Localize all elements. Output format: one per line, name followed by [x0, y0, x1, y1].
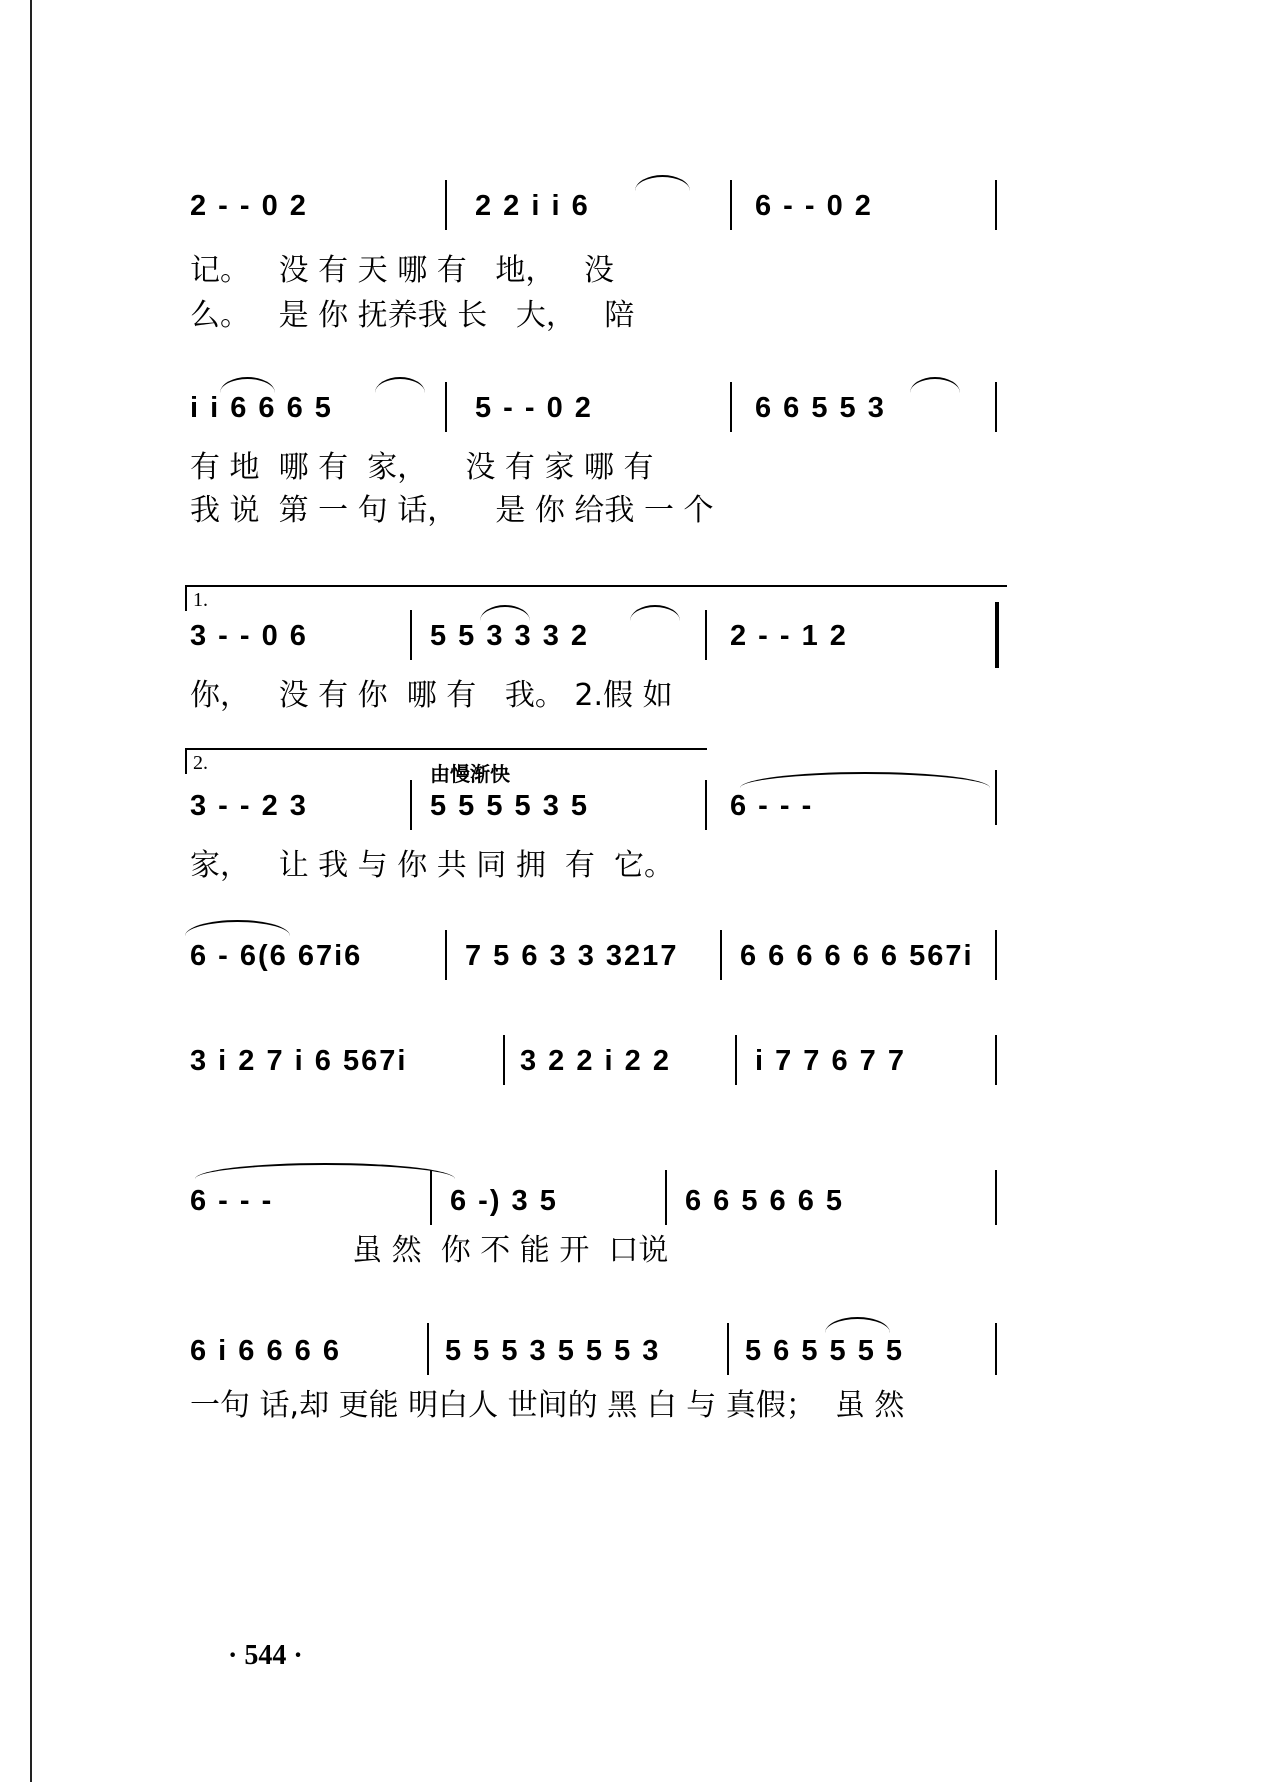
measure-3: 5 6 5 5 5 5: [745, 1335, 905, 1367]
slur: [220, 377, 275, 393]
notes-row: [190, 620, 1135, 660]
measure-3: 6 6 5 6 6 5: [685, 1185, 845, 1217]
volta-label: 2.: [193, 752, 208, 774]
measure-3: 6 6 6 6 6 6 567i: [740, 940, 974, 972]
barline: [705, 610, 707, 660]
lyric-line: 么。 是 你 抚养我 长 大， 陪: [190, 298, 635, 333]
lyrics-verse-1: [190, 840, 1135, 883]
measure-1: 3 - - 0 6: [190, 620, 308, 652]
slur: [185, 920, 290, 936]
barline: [503, 1035, 505, 1085]
barline: [995, 770, 997, 825]
score-system-6: [190, 1045, 1135, 1095]
measure-1: 3 - - 2 3: [190, 790, 308, 822]
barline: [445, 382, 447, 432]
measure-3: 6 - - -: [730, 790, 814, 822]
lyrics-verse-2: [190, 290, 1135, 333]
slur: [910, 377, 960, 393]
notes-row: [190, 790, 1135, 830]
barline: [735, 1035, 737, 1085]
barline: [445, 930, 447, 980]
slur: [195, 1163, 455, 1179]
barline: [705, 780, 707, 830]
barline: [410, 610, 412, 660]
barline: [427, 1323, 429, 1375]
notes-row: [190, 392, 1135, 432]
lyric-line: 我 说 第 一 句 话， 是 你 给我 一 个: [190, 493, 714, 528]
measure-1: 6 - - -: [190, 1185, 274, 1217]
measure-3: 2 - - 1 2: [730, 620, 848, 652]
lyric-line: 一句 话,却 更能 明白人 世间的 黑 白 与 真假； 虽 然: [190, 1388, 905, 1423]
measure-3: 6 - - 0 2: [755, 190, 873, 222]
measure-1: 6 i 6 6 6 6: [190, 1335, 341, 1367]
measure-1: i i 6 6 6 5: [190, 392, 333, 424]
barline: [995, 382, 997, 432]
score-system-1: [190, 190, 1135, 333]
score-system-7: [190, 1185, 1135, 1285]
barline: [720, 930, 722, 980]
measure-2: 5 5 5 3 5 5 5 3: [445, 1335, 661, 1367]
lyric-line: 家， 让 我 与 你 共 同 拥 有 它。: [190, 848, 674, 883]
measure-2: 6 -) 3 5: [450, 1185, 558, 1217]
notes-row: [190, 190, 1135, 230]
slur: [740, 772, 990, 788]
score-system-5: [190, 940, 1135, 990]
barline: [445, 180, 447, 230]
measure-2: 5 5 3 3 3 2: [430, 620, 590, 652]
barline: [730, 180, 732, 230]
score-system-2: [190, 392, 1135, 532]
measure-1: 2 - - 0 2: [190, 190, 308, 222]
lyric-line: 记。 没 有 天 哪 有 地， 没: [190, 253, 614, 288]
page-margin-rule: [30, 0, 32, 1782]
lyrics-verse-1: [190, 670, 1135, 713]
volta-first-ending: [185, 585, 1007, 611]
lyrics-verse-1: [190, 245, 1135, 288]
lyrics-verse-1: [190, 1380, 1135, 1423]
slur: [825, 1317, 890, 1333]
lyric-line: 你， 没 有 你 哪 有 我。 2.假 如: [190, 678, 673, 713]
barline: [995, 1170, 997, 1225]
barline: [730, 382, 732, 432]
repeat-end-barline: [995, 602, 999, 668]
measure-2: 5 5 5 5 3 5: [430, 790, 590, 822]
lyrics-verse-1: [190, 442, 1135, 485]
barline: [430, 1170, 432, 1225]
notes-row: [190, 940, 1135, 980]
barline: [995, 1323, 997, 1375]
measure-2: 7 5 6 3 3 3217: [465, 940, 679, 972]
notes-row: [190, 1335, 1135, 1375]
score-system-3: [190, 589, 1135, 720]
slur: [635, 175, 690, 191]
barline: [410, 780, 412, 830]
measure-2: 3 2 2 i 2 2: [520, 1045, 671, 1077]
barline: [727, 1323, 729, 1375]
barline: [665, 1170, 667, 1225]
page-number: · 544 ·: [228, 1640, 303, 1671]
measure-2: 2 2 i i 6: [475, 190, 590, 222]
lyrics-verse-1: [190, 1225, 1135, 1268]
lyric-line: 有 地 哪 有 家， 没 有 家 哪 有: [190, 450, 654, 485]
notes-row: [190, 1185, 1135, 1225]
measure-3: 6 6 5 5 3: [755, 392, 886, 424]
notes-row: [190, 1045, 1135, 1085]
lyric-line: 虽 然 你 不 能 开 口说: [190, 1233, 669, 1268]
barline: [995, 1035, 997, 1085]
score-system-8: [190, 1335, 1135, 1435]
tempo-marking: 由慢渐快: [430, 762, 510, 786]
measure-1: 3 i 2 7 i 6 567i: [190, 1045, 408, 1077]
lyrics-verse-2: [190, 485, 1135, 528]
barline: [995, 180, 997, 230]
barline: [995, 930, 997, 980]
measure-1: 6 - 6(6 67i6: [190, 940, 363, 972]
measure-2: 5 - - 0 2: [475, 392, 593, 424]
slur: [375, 377, 425, 393]
volta-label: 1.: [193, 589, 208, 611]
score-system-4: [190, 752, 1135, 890]
measure-3: i 7 7 6 7 7: [755, 1045, 906, 1077]
